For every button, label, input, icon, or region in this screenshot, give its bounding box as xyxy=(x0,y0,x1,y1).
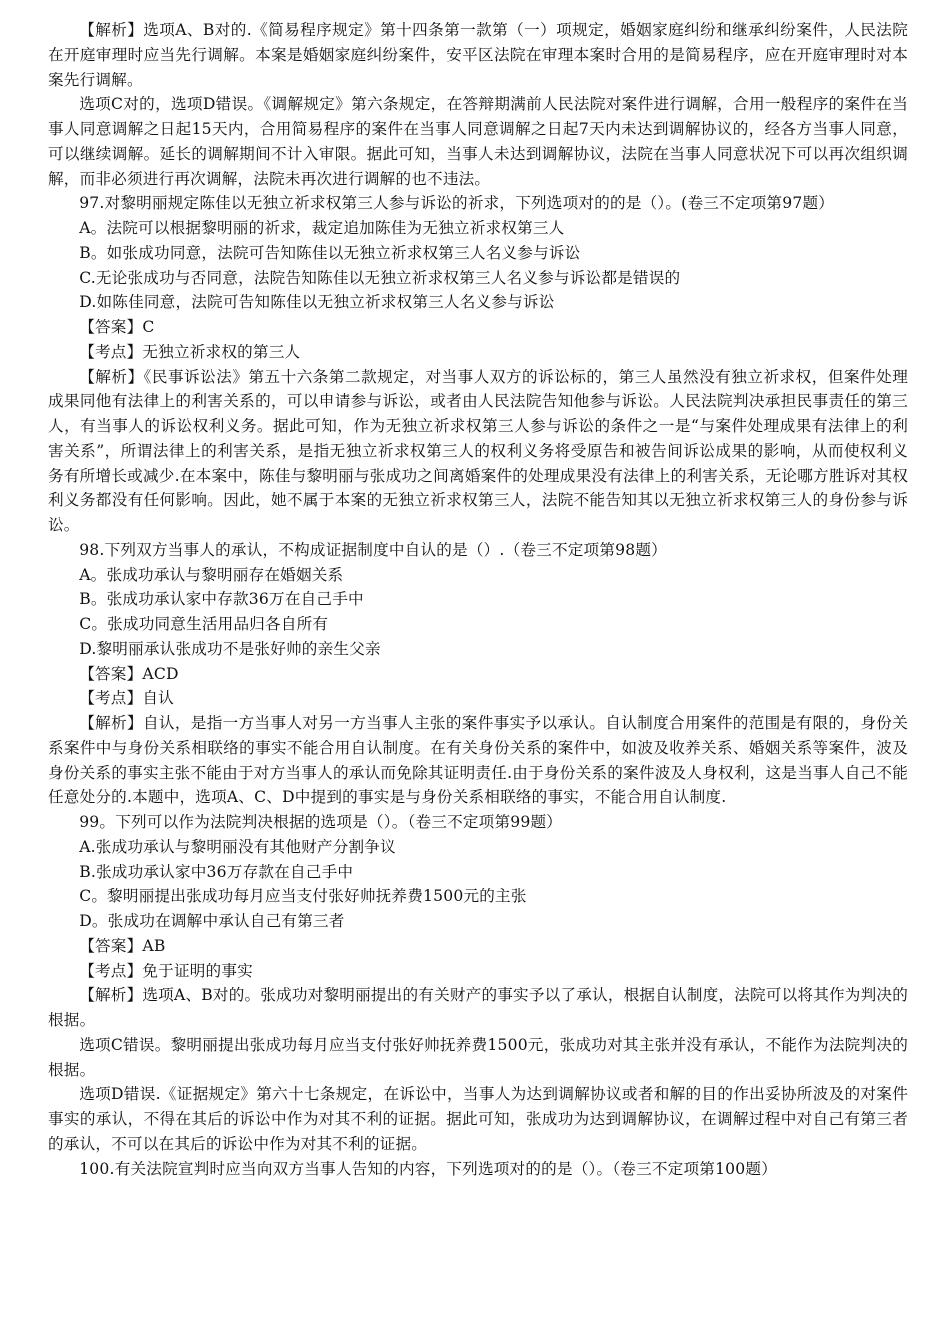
q98-option-d: D.黎明丽承认张成功不是张好帅的亲生父亲 xyxy=(79,639,381,658)
q99-analysis-ab: 【解析】选项A、B对的。张成功对黎明丽提出的有关财产的事实予以了承认，根据自认制度，法院可以将其作为判决的根据。 xyxy=(48,986,908,1029)
question-98: 98.下列双方当事人的承认，不构成证据制度中自认的是（）.（卷三不定项第98题） xyxy=(79,540,667,559)
q99-option-c: C。黎明丽提出张成功每月应当支付张好帅抚养费1500元的主张 xyxy=(79,887,527,906)
q99-point: 【考点】免于证明的事实 xyxy=(79,961,253,980)
paragraph-analysis-option-ab: 【解析】选项A、B对的.《简易程序规定》第十四条第一款第（一）项规定，婚姻家庭纠纷和继承纠纷案件，人民法院在开庭审理时应当先行调解。本案是婚姻家庭纠纷案件，安平区法院在审理本案时合用的是简易程序，应在开庭审理时对本案先行调解。 xyxy=(48,21,908,89)
q98-option-c: C。张成功同意生活用品归各自所有 xyxy=(79,615,329,633)
q99-option-a: A.张成功承认与黎明丽没有其他财产分割争议 xyxy=(79,837,396,856)
q99-analysis-c: 选项C错误。黎明丽提出张成功每月应当支付张好帅抚养费1500元，张成功对其主张并没有承认，不能作为法院判决的根据。 xyxy=(48,1035,908,1079)
q97-answer: 【答案】C xyxy=(79,318,155,336)
q97-option-d: D.如陈佳同意，法院可告知陈佳以无独立祈求权第三人名义参与诉讼 xyxy=(79,293,555,312)
q98-option-b: B。张成功承认家中存款36万在自己手中 xyxy=(79,590,364,609)
question-100: 100.有关法院宣判时应当向双方当事人告知的内容，下列选项对的的是（）。（卷三不定项第100题） xyxy=(79,1159,778,1178)
document-page xyxy=(48,18,908,1181)
q97-point: 【考点】无独立祈求权的第三人 xyxy=(79,342,301,361)
question-99: 99。下列可以作为法院判决根据的选项是（）。（卷三不定项第99题） xyxy=(79,813,563,831)
paragraph-analysis-option-cd: 选项C对的，选项D错误。《调解规定》第六条规定，在答辩期满前人民法院对案件进行调解，合用一般程序的案件在当事人同意调解之日起15天内，合用简易程序的案件在当事人同意调解之日起7天内未达到调解协议的，经各方当事人同意，可以继续调解。延长的调解期间不计入审限。据此可知，当事人未达到调解协议，法院在当事人同意状况下可以再次组织调解，而非必须进行再次调解，法院未再次进行调解的也不违法。 xyxy=(48,95,908,188)
q97-option-a: A。法院可以根据黎明丽的祈求，裁定追加陈佳为无独立祈求权第三人 xyxy=(79,219,565,237)
q99-option-b: B.张成功承认家中36万存款在自己手中 xyxy=(79,862,354,881)
q98-point: 【考点】自认 xyxy=(79,689,174,708)
q99-option-d: D。张成功在调解中承认自己有第三者 xyxy=(79,912,345,930)
q97-analysis: 【解析】《民事诉讼法》第五十六条第二款规定，对当事人双方的诉讼标的，第三人虽然没有独立祈求权，但案件处理成果同他有法律上的利害关系的，可以申请参与诉讼，或者由人民法院告知他参与诉讼。人民法院判决承担民事责任的第三人，有当事人的诉讼权利义务。据此可知，作为无独立祈求权第三人参与诉讼的条件之一是“与案件处理成果有法律上的利害关系”，所谓法律上的利害关系，是指无独立祈求权第三人的权利义务将受原告和被告间诉讼成果的影响，从而使权利义务有所增长或减少.在本案中，陈佳与黎明丽与张成功之间离婚案件的处理成果没有法律上的利害关系，无论哪方胜诉对其权利义务都没有任何影响。因此，她不属于本案的无独立祈求权第三人，法院不能告知其以无独立祈求权第三人的身份参与诉讼。 xyxy=(48,367,908,534)
q98-analysis: 【解析】自认，是指一方当事人对另一方当事人主张的案件事实予以承认。自认制度合用案件的范围是有限的，身份关系案件中与身份关系相联络的事实不能合用自认制度。在有关身份关系的案件中，如波及收养关系、婚姻关系等案件，波及身份关系的事实主张不能由于对方当事人的承认而免除其证明责任.由于身份关系的案件波及人身权利，这是当事人自己不能任意处分的.本题中，选项A、C、D中提到的事实是与身份关系相联络的事实，不能合用自认制度. xyxy=(48,714,908,807)
q99-answer: 【答案】AB xyxy=(79,936,166,955)
q99-analysis-d: 选项D错误.《证据规定》第六十七条规定，在诉讼中，当事人为达到调解协议或者和解的目的作出妥协所波及的对案件事实的承认，不得在其后的诉讼中作为对其不利的证据。据此可知，张成功为达到调解协议，在调解过程中对自己有第三者的承认，不可以在其后的诉讼中作为对其不利的证据。 xyxy=(48,1085,908,1153)
q97-option-b: B。如张成功同意，法院可告知陈佳以无独立祈求权第三人名义参与诉讼 xyxy=(79,243,581,262)
q97-option-c: C.无论张成功与否同意，法院告知陈佳以无独立祈求权第三人名义参与诉讼都是错误的 xyxy=(79,268,681,287)
q98-option-a: A。张成功承认与黎明丽存在婚姻关系 xyxy=(79,565,344,584)
question-97: 97.对黎明丽规定陈佳以无独立祈求权第三人参与诉讼的祈求，下列选项对的的是（）。(卷三不定项第97题） xyxy=(79,194,835,213)
q98-answer: 【答案】ACD xyxy=(79,664,179,683)
